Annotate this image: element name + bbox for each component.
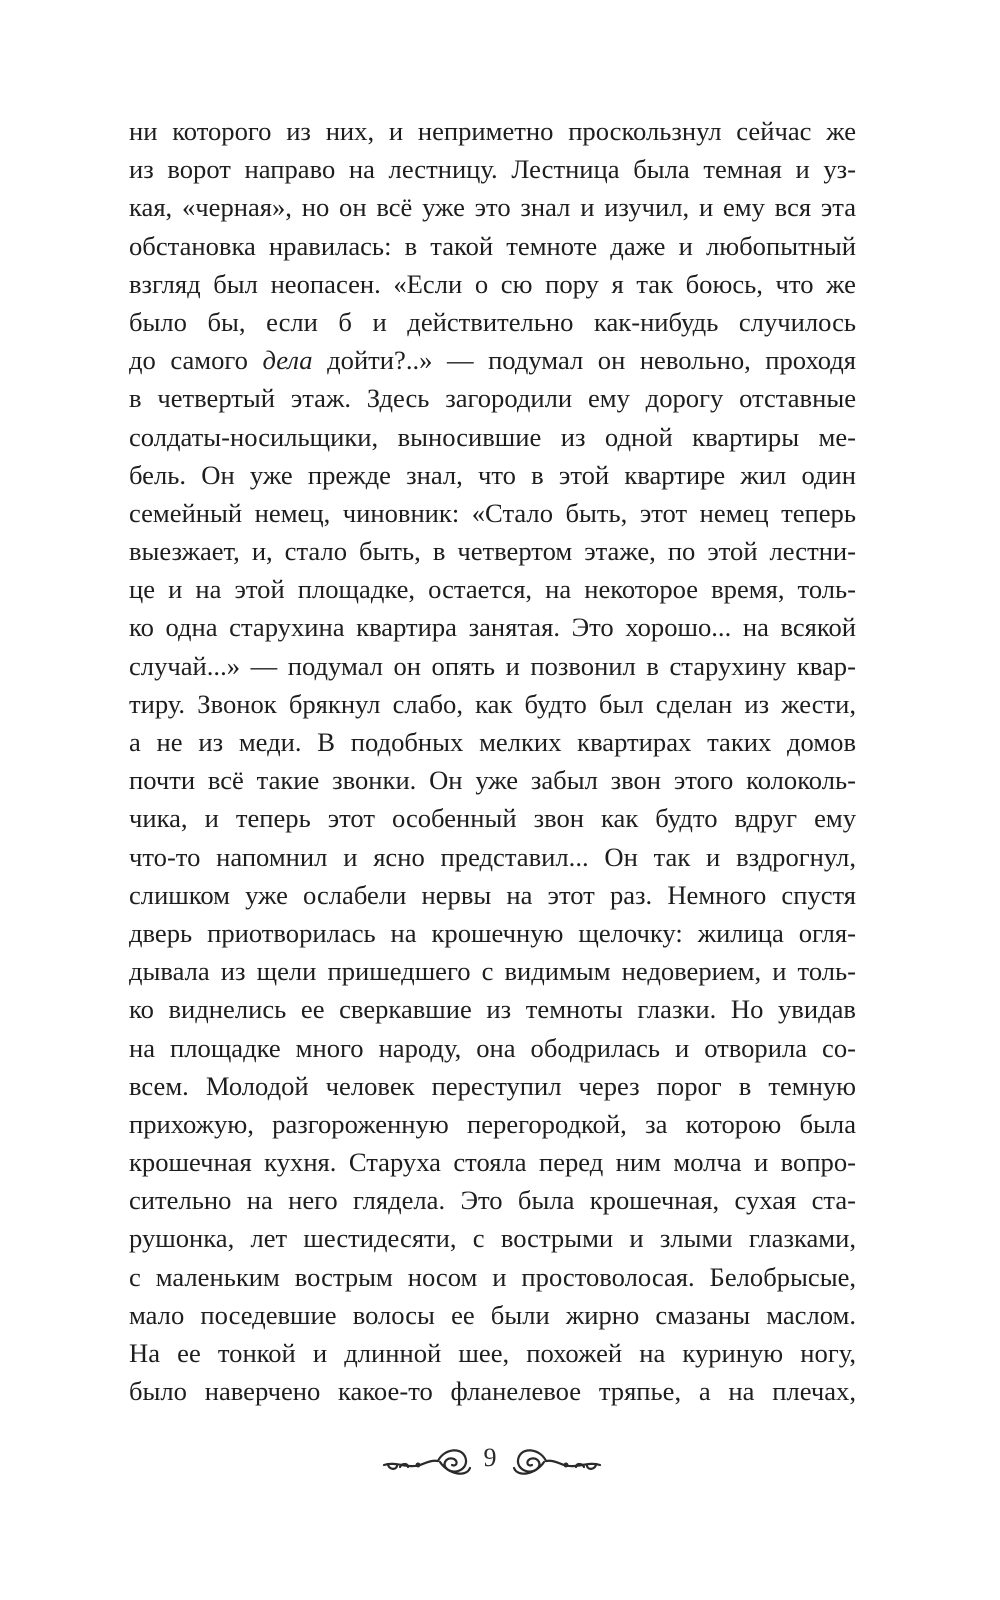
text-segment: обстановка нравилась: в такой темноте даже и любопытный bbox=[129, 230, 857, 261]
text-line bbox=[129, 1105, 856, 1143]
text-segment: взгляд был неопасен. «Если о сю пору я так боюсь, что же bbox=[129, 268, 856, 299]
text-segment: крошечная кухня. Старуха стояла перед ним молча и вопро- bbox=[129, 1147, 857, 1178]
text-segment: ни которого из них, и неприметно проскользнул сейчас же bbox=[129, 116, 857, 146]
text-line bbox=[129, 1219, 856, 1257]
text-line bbox=[129, 990, 856, 1028]
text-segment: было бы, если б и действительно как-нибудь случилось bbox=[129, 306, 857, 337]
text-line bbox=[129, 570, 856, 608]
text-segment: с маленьким вострым носом и простоволосая. Белобрысые, bbox=[129, 1261, 857, 1292]
text-line bbox=[129, 150, 856, 188]
text-line bbox=[129, 532, 856, 570]
text-line bbox=[129, 761, 856, 799]
text-segment: ко виднелись ее сверкавшие из темноты глазки. Но увидав bbox=[129, 994, 856, 1025]
text-segment: слишком уже ослабели нервы на этот раз. Немного спустя bbox=[129, 879, 857, 910]
text-line bbox=[129, 341, 856, 379]
text-segment: це и на этой площадке, остается, на некоторое время, толь- bbox=[129, 574, 857, 605]
text-segment: семейный немец, чиновник: «Стало быть, этот немец теперь bbox=[129, 497, 856, 528]
text-segment: выезжает, и, стало быть, в четвертом этаже, по этой лестни- bbox=[129, 536, 857, 567]
text-line bbox=[129, 799, 856, 837]
folio bbox=[0, 1434, 1000, 1494]
text-segment: тиру. Звонок брякнул слабо, как будто был сделан из жести, bbox=[129, 688, 857, 719]
text-segment: в четвертый этаж. Здесь загородили ему дорогу отставные bbox=[129, 383, 856, 414]
flourish-right-icon bbox=[512, 1434, 602, 1484]
text-line bbox=[129, 1372, 856, 1410]
italic-emphasis: дела bbox=[262, 345, 313, 376]
text-segment: было наверчено какое-то фланелевое тряпье, а на плечах, bbox=[129, 1376, 856, 1407]
text-line bbox=[129, 952, 856, 990]
text-line bbox=[129, 1296, 856, 1334]
text-segment: солдаты-носильщики, выносившие из одной квартиры ме- bbox=[129, 421, 857, 452]
text-line bbox=[129, 838, 856, 876]
text-line bbox=[129, 379, 856, 417]
text-line bbox=[129, 112, 856, 150]
text-segment: случай...» — подумал он опять и позвонил в старухину квар- bbox=[129, 650, 856, 681]
text-segment: На ее тонкой и длинной шее, похожей на куриную ногу, bbox=[129, 1338, 857, 1368]
text-segment: всем. Молодой человек переступил через порог в темную bbox=[129, 1070, 856, 1101]
text-line bbox=[129, 1067, 856, 1105]
text-segment: почти всё такие звонки. Он уже забыл звон этого колоколь- bbox=[129, 765, 856, 796]
text-line bbox=[129, 418, 856, 456]
text-line bbox=[129, 723, 856, 761]
flourish-left-icon bbox=[382, 1434, 472, 1484]
text-line bbox=[129, 227, 856, 265]
page-number: 9 bbox=[483, 1443, 497, 1472]
text-line bbox=[129, 265, 856, 303]
text-line bbox=[129, 608, 856, 646]
text-line bbox=[129, 1258, 856, 1296]
text-segment: чика, и теперь этот особенный звон как будто вдруг ему bbox=[129, 803, 857, 834]
text-segment: дывала из щели пришедшего с видимым недоверием, и толь- bbox=[129, 956, 857, 987]
text-segment: из ворот направо на лестницу. Лестница была темная и уз- bbox=[129, 154, 857, 185]
text-segment: кая, «черная», но он всё уже это знал и изучил, и ему вся эта bbox=[129, 192, 857, 223]
body-text bbox=[129, 112, 856, 1410]
text-line bbox=[129, 914, 856, 952]
text-segment: до самого bbox=[129, 345, 263, 376]
text-segment: дойти?..» — подумал он невольно, проходя bbox=[312, 345, 857, 376]
text-line bbox=[129, 188, 856, 226]
text-segment: что-то напомнил и ясно представил... Он так и вздрогнул, bbox=[129, 841, 856, 872]
text-line bbox=[129, 876, 856, 914]
text-line bbox=[129, 647, 856, 685]
text-line bbox=[129, 1143, 856, 1181]
text-segment: рушонка, лет шестидесяти, с вострыми и злыми глазками, bbox=[129, 1223, 857, 1254]
text-segment: дверь приотворилась на крошечную щелочку: жилица огля- bbox=[129, 917, 856, 948]
text-segment: мало поседевшие волосы ее были жирно смазаны маслом. bbox=[129, 1299, 857, 1330]
text-line bbox=[129, 685, 856, 723]
text-segment: прихожую, разгороженную перегородкой, за которою была bbox=[129, 1108, 857, 1139]
text-line bbox=[129, 1029, 856, 1067]
text-line bbox=[129, 494, 856, 532]
text-line bbox=[129, 303, 856, 341]
text-segment: бель. Он уже прежде знал, что в этой квартире жил один bbox=[129, 459, 857, 490]
text-segment: а не из меди. В подобных мелких квартирах таких домов bbox=[129, 727, 857, 757]
text-line bbox=[129, 1181, 856, 1219]
text-line bbox=[129, 456, 856, 494]
text-line bbox=[129, 1334, 856, 1372]
text-segment: сительно на него глядела. Это была крошечная, сухая ста- bbox=[129, 1185, 856, 1216]
text-segment: на площадке много народу, она ободрилась и отворила со- bbox=[129, 1032, 856, 1063]
text-segment: ко одна старухина квартира занятая. Это хорошо... на всякой bbox=[129, 612, 857, 643]
